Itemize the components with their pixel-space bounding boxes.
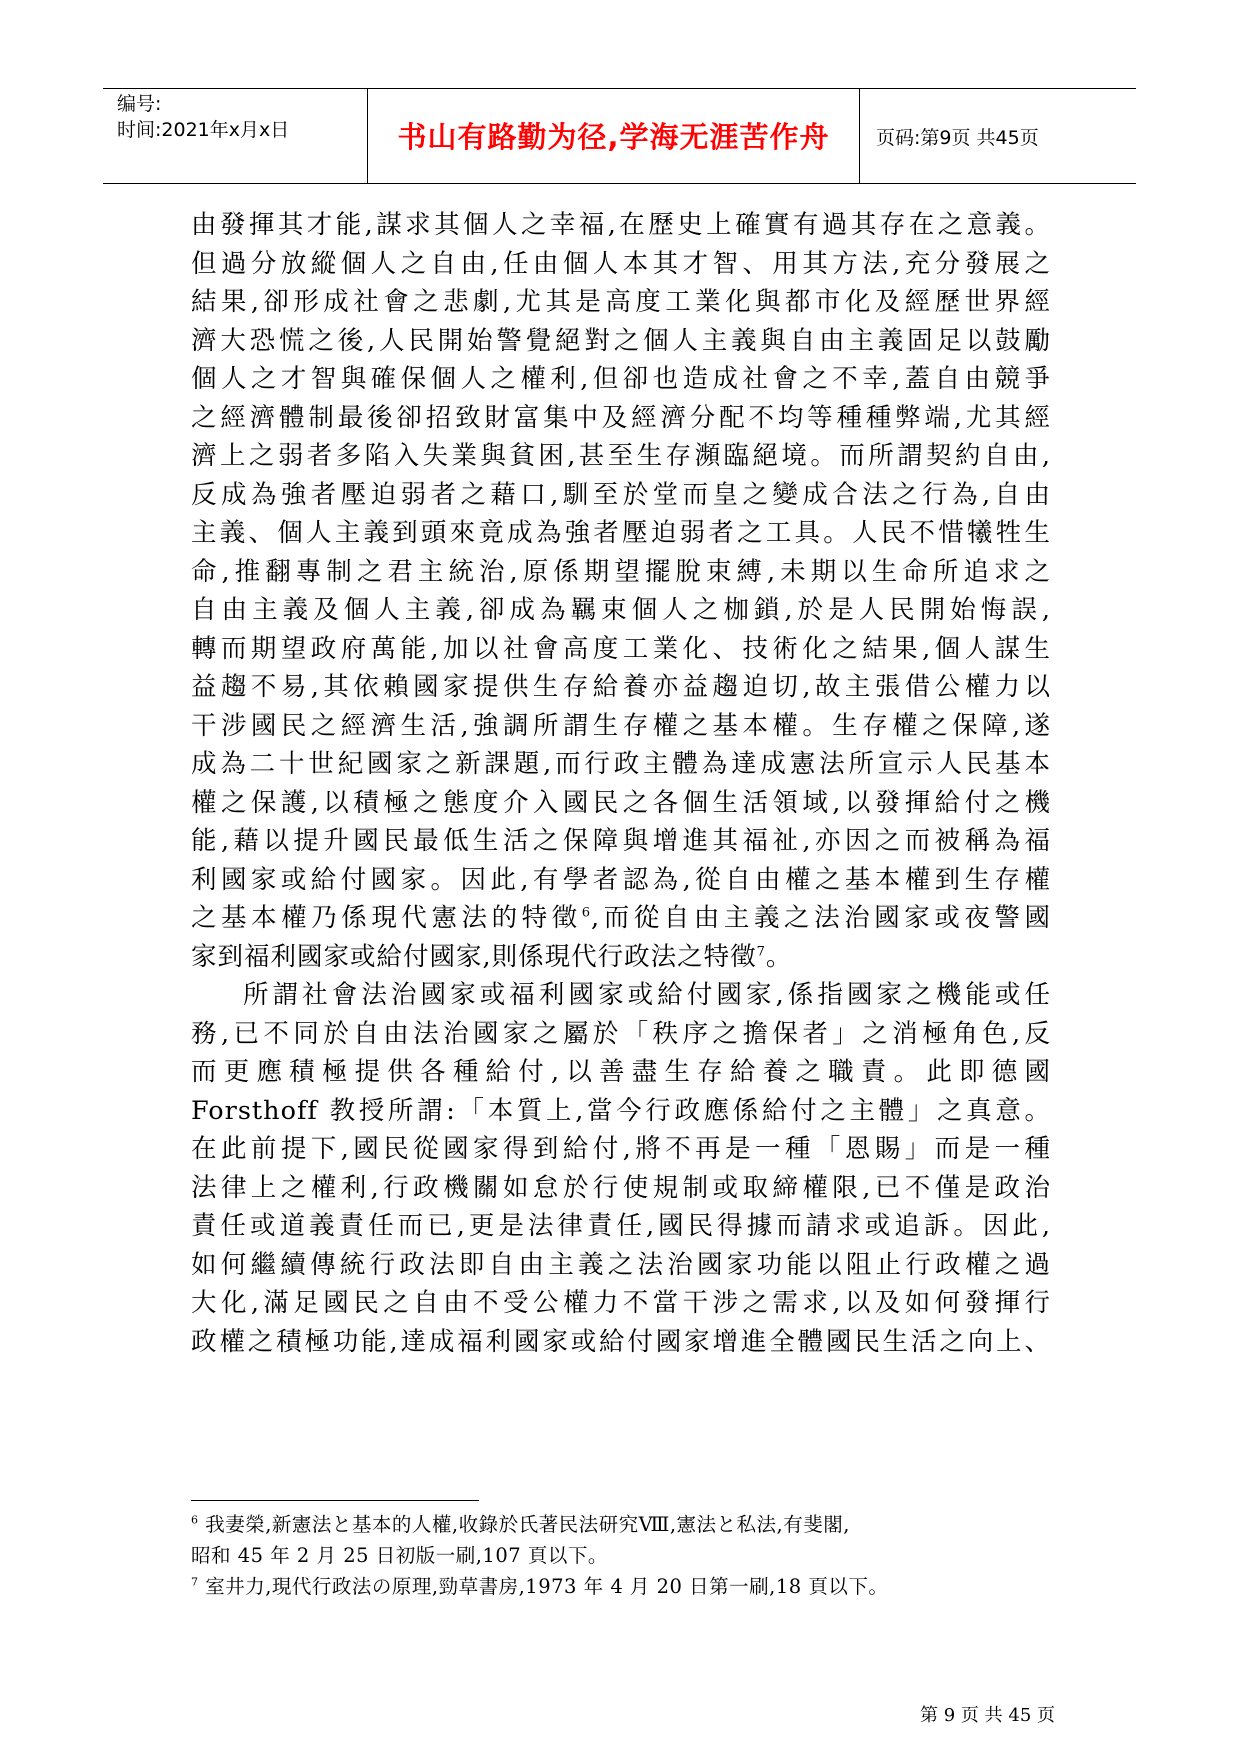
text-segment: 家到福利國家或給付國家,則係現代行政法之特徵 <box>191 941 757 972</box>
page-header <box>103 88 1136 184</box>
footnote-6-continued: 昭和 45 年 2 月 25 日初版一刷,107 頁以下。 <box>191 1544 608 1567</box>
text-line: 由發揮其才能,謀求其個人之幸福,在歷史上確實有過其存在之意義。 <box>191 210 1051 240</box>
text-line: 濟上之弱者多陷入失業與貧困,甚至生存瀕臨絕境。而所謂契約自由, <box>191 441 1051 471</box>
text-segment: ,而從自由主義之法治國家或夜警國 <box>591 903 1051 933</box>
text-line: 主義、個人主義到頭來竟成為強者壓迫弱者之工具。人民不惜犧牲生 <box>191 518 1051 548</box>
text-line <box>191 938 1051 977</box>
text-line: 轉而期望政府萬能,加以社會高度工業化、技術化之結果,個人謀生 <box>191 633 1051 664</box>
text-line: 利國家或給付國家。因此,有學者認為,從自由權之基本權到生存權 <box>191 864 1051 895</box>
text-line: 而更應積極提供各種給付,以善盡生存給養之職責。此即德國 <box>191 1057 1051 1087</box>
text-line: 如何繼續傳統行政法即自由主義之法治國家功能以阻止行政權之過 <box>191 1249 1051 1280</box>
text-line: 干涉國民之經濟生活,強調所謂生存權之基本權。生存權之保障,遂 <box>191 710 1051 741</box>
text-segment: 之基本權乃係現代憲法的特徵 <box>191 903 582 933</box>
body-text <box>191 206 1051 1361</box>
text-line: 結果,卻形成社會之悲劇,尤其是高度工業化與都市化及經歷世界經 <box>191 287 1051 317</box>
text-line: 成為二十世紀國家之新課題,而行政主體為達成憲法所宣示人民基本 <box>191 749 1051 779</box>
motto-text: 书山有路勤为径,学海无涯苦作舟 <box>397 120 830 154</box>
header-motto-cell <box>367 89 860 183</box>
footnote-divider <box>191 1500 479 1501</box>
text-line: 能,藉以提升國民最低生活之保障與增進其福祉,亦因之而被稱為福 <box>191 826 1051 856</box>
text-line: 之經濟體制最後卻招致財富集中及經濟分配不均等種種弊端,尤其經 <box>191 402 1051 433</box>
text-line: 責任或道義責任而已,更是法律責任,國民得據而請求或追訴。因此, <box>191 1211 1051 1241</box>
text-line: 所謂社會法治國家或福利國家或給付國家,係指國家之機能或任 <box>243 980 1051 1010</box>
text-line: 在此前提下,國民從國家得到給付,將不再是一種「恩賜」而是一種 <box>191 1134 1051 1164</box>
footnote-mark: 6 <box>191 1513 199 1527</box>
text-line: 法律上之權利,行政機關如怠於行使規制或取締權限,已不僅是政治 <box>191 1172 1051 1203</box>
text-line: 大化,滿足國民之自由不受公權力不當干涉之需求,以及如何發揮行 <box>191 1288 1051 1318</box>
footnote-6 <box>191 1509 1071 1540</box>
text-segment: 。 <box>765 941 793 972</box>
text-line: 政權之積極功能,達成福利國家或給付國家增進全體國民生活之向上、 <box>191 1326 1051 1357</box>
text-line: 反成為強者壓迫弱者之藉口,馴至於堂而皇之變成合法之行為,自由 <box>191 479 1051 510</box>
footnote-ref-7[interactable]: 7 <box>756 944 766 959</box>
footnote-7 <box>191 1571 1071 1602</box>
header-page-cell <box>860 89 1136 183</box>
text-line: 權之保護,以積極之態度介入國民之各個生活領域,以發揮給付之機 <box>191 787 1051 818</box>
page-footer: 第 9 页 共 45 页 <box>920 1705 1055 1726</box>
text-line: 務,已不同於自由法治國家之屬於「秩序之擔保者」之消極角色,反 <box>191 1018 1051 1049</box>
header-info-cell <box>103 89 367 183</box>
footnote-text: 室井力,現代行政法の原理,勁草書房,1973 年 4 月 20 日第一刷,18 頁以下。 <box>205 1575 889 1598</box>
footnote-ref-6[interactable]: 6 <box>581 905 592 921</box>
number-label: 编号: <box>117 93 162 115</box>
footnote-text: 我妻榮,新憲法と基本的人權,收錄於氏著民法研究Ⅷ,憲法と私法,有斐閣, <box>205 1513 850 1536</box>
time-label: 时间:2021年x月x日 <box>117 119 290 141</box>
text-line: 命,推翻專制之君主統治,原係期望擺脫束縛,未期以生命所追求之 <box>191 556 1051 587</box>
text-line: Forsthoff 教授所謂:「本質上,當今行政應係給付之主體」之真意。 <box>191 1095 1051 1126</box>
text-line: 自由主義及個人主義,卻成為羈束個人之枷鎖,於是人民開始悔誤, <box>191 595 1051 625</box>
footnote-mark: 7 <box>191 1575 199 1589</box>
text-line <box>191 899 1051 938</box>
text-line: 個人之才智與確保個人之權利,但卻也造成社會之不幸,蓋自由競爭 <box>191 364 1051 394</box>
text-line: 益趨不易,其依賴國家提供生存給養亦益趨迫切,故主張借公權力以 <box>191 672 1051 702</box>
text-line: 但過分放縱個人之自由,任由個人本其才智、用其方法,充分發展之 <box>191 248 1051 279</box>
text-line: 濟大恐慌之後,人民開始警覺絕對之個人主義與自由主義固足以鼓勵 <box>191 325 1051 356</box>
page-code: 页码:第9页 共45页 <box>876 127 1039 149</box>
footnotes <box>191 1509 1071 1602</box>
